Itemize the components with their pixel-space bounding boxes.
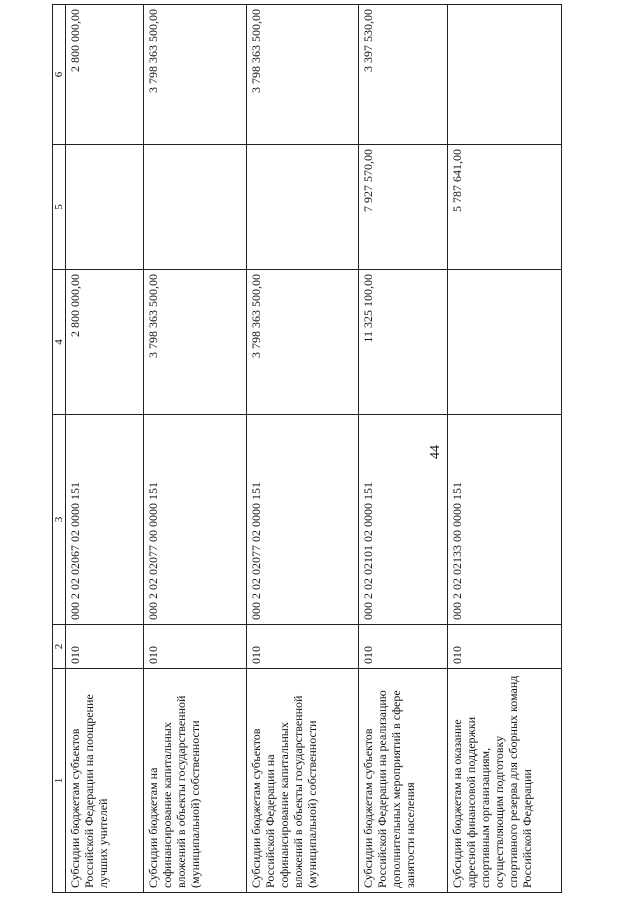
table-row: [144, 5, 247, 893]
table-row: [359, 5, 448, 893]
row-col4: 2 800 000,00: [66, 270, 144, 415]
row-kbk: 000 2 02 02133 00 0000 151: [448, 415, 562, 625]
row-code: 010: [448, 625, 562, 669]
table-row: [448, 5, 562, 893]
row-col6: 3 397 530,00: [359, 5, 448, 145]
column-header: 3: [53, 415, 66, 625]
row-col5: [66, 145, 144, 270]
column-header: 6: [53, 5, 66, 145]
table-row: [66, 5, 144, 893]
column-header: 2: [53, 625, 66, 669]
row-kbk: 000 2 02 02077 00 0000 151: [144, 415, 247, 625]
row-code: 010: [144, 625, 247, 669]
row-code: 010: [247, 625, 359, 669]
row-code: 010: [359, 625, 448, 669]
page-number: 44: [428, 445, 443, 459]
row-name: Субсидии бюджетам субъектов Российской Федерации на реализацию дополнительных мероприятий в сфере занятости населения: [359, 669, 448, 893]
row-col6: 2 800 000,00: [66, 5, 144, 145]
column-header: 4: [53, 270, 66, 415]
column-header: 5: [53, 145, 66, 270]
row-col6: 3 798 363 500,00: [144, 5, 247, 145]
rotated-table-wrapper: [52, 5, 562, 893]
budget-table: [52, 4, 562, 893]
row-col4: 11 325 100,00: [359, 270, 448, 415]
row-name: Субсидии бюджетам субъектов Российской Федерации на поощрение лучших учителей: [66, 669, 144, 893]
table-row: [247, 5, 359, 893]
row-name: Субсидии бюджетам субъектов Российской Федерации на софинансирование капитальных вложений в объекты государственной (муниципальной) собственности: [247, 669, 359, 893]
row-kbk: 000 2 02 02067 02 0000 151: [66, 415, 144, 625]
row-col5: [144, 145, 247, 270]
row-code: 010: [66, 625, 144, 669]
row-name: Субсидии бюджетам на оказание адресной финансовой поддержки спортивным организациям, осуществляющим подготовку спортивного резерва для сборных команд Российской Федерации: [448, 669, 562, 893]
row-kbk: 000 2 02 02077 02 0000 151: [247, 415, 359, 625]
row-name: Субсидии бюджетам на софинансирование капитальных вложений в объекты государственной (муниципальной) собственности: [144, 669, 247, 893]
row-col4: 3 798 363 500,00: [247, 270, 359, 415]
row-col5: 5 787 641,00: [448, 145, 562, 270]
row-col5: [247, 145, 359, 270]
row-col6: [448, 5, 562, 145]
column-header: 1: [53, 669, 66, 893]
row-col4: [448, 270, 562, 415]
row-col4: 3 798 363 500,00: [144, 270, 247, 415]
row-col5: 7 927 570,00: [359, 145, 448, 270]
table-header-row: [53, 5, 66, 893]
row-kbk: 000 2 02 02101 02 0000 151: [359, 415, 448, 625]
row-col6: 3 798 363 500,00: [247, 5, 359, 145]
